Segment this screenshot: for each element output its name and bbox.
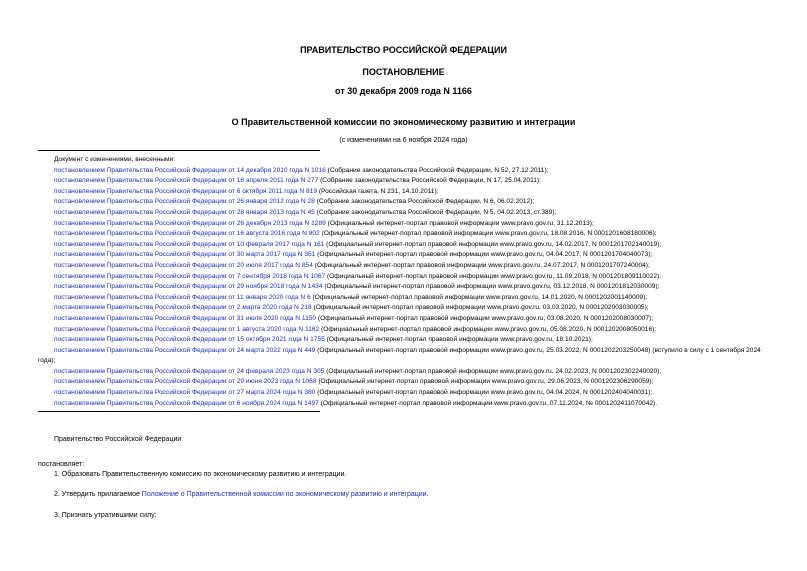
change-link[interactable]: постановлением Правительства Российской Федерации от 31 июля 2020 года N 1150 [54,314,317,322]
change-item [38,272,778,283]
change-item [38,314,778,325]
edition-note: (с изменениями на 6 ноября 2024 года) [339,137,468,144]
change-link[interactable]: постановлением Правительства Российской Федерации от 6 октября 2011 года N 819 [54,187,317,195]
change-item [38,367,778,378]
change-source: (Официальный интернет-портал правовой информации www.pravo.gov.ru, 14.01.2020, N 0001202001140009); [310,293,648,301]
change-source: (Официальный интернет-портал правовой информации www.pravo.gov.ru, 04.04.2024, N 0001202404040031); [315,389,653,397]
change-source: (Официальный интернет-портал правовой информации www.pravo.gov.ru, 24.02.2023, N 0001202302240020); [324,367,662,375]
change-source: (Официальный интернет-портал правовой информации www.pravo.gov.ru, 14.02.2017, N 0001201702140019); [324,240,662,248]
change-item [38,261,778,272]
changes-heading: Документ с изменениями, внесенными: [54,156,176,163]
change-item [38,293,778,304]
change-link[interactable]: постановлением Правительства Российской Федерации от 16 августа 2016 года N 802 [54,230,320,238]
change-source: (Официальный интернет-портал правовой информации www.pravo.gov.ru, 18.08.2016, N 0001201608180006); [319,230,657,238]
change-source: (Собрание законодательства Российской Федерации, N 5, 04.02.2013, ст.389); [314,208,557,216]
change-source: (Собрание законодательства Российской Федерации, N 6, 06.02.2012); [314,198,535,206]
paragraph-1: 1. Образовать Правительственную комиссию по экономическому развитию и интеграции. [54,471,347,478]
change-item [38,388,778,399]
change-link[interactable]: постановлением Правительства Российской Федерации от 15 октября 2021 года N 1755 [54,336,325,344]
change-link[interactable]: постановлением Правительства Российской Федерации от 28 января 2013 года N 45 [54,208,315,216]
change-link[interactable]: постановлением Правительства Российской Федерации от 30 марта 2017 года N 351 [54,251,316,259]
change-source: (Официальный интернет-портал правовой информации www.pravo.gov.ru, 03.08.2020, N 0001202008030007); [316,314,654,322]
change-source: (Официальный интернет-портал правовой информации www.pravo.gov.ru, 18.10.2021); [324,336,593,344]
change-item [38,240,778,251]
paragraph-2-suffix: . [426,491,429,498]
change-source: (Официальный интернет-портал правовой информации www.pravo.gov.ru, 29.06.2023, N 0001202306290059); [316,378,654,386]
change-source: (Официальный интернет-портал правовой информации www.pravo.gov.ru, 11.09.2018, N 0001201809110022); [325,272,662,280]
change-source: (Официальный интернет-портал правовой информации www.pravo.gov.ru, 25.03.2022, N 0001202203250048) (вступило в силу с 1 сентября 2024 года); [38,346,761,365]
change-item [38,229,778,240]
change-source: (Официальный интернет-портал правовой информации www.pravo.gov.ru, 03.03.2020, N 0001202003030005); [311,304,649,312]
change-item [38,303,778,314]
change-source: (Официальный интернет-портал правовой информации www.pravo.gov.ru, 31.12.2013); [325,219,594,227]
change-link[interactable]: постановлением Правительства Российской Федерации от 6 ноября 2024 года N 1497 [54,399,319,407]
top-divider [38,150,320,151]
change-link[interactable]: постановлением Правительства Российской Федерации от 14 декабря 2010 года N 1016 [54,166,326,174]
change-item [38,197,778,208]
change-link[interactable]: постановлением Правительства Российской Федерации от 11 января 2020 года N 6 [54,293,311,301]
bottom-divider [38,411,320,412]
doc-type-heading: ПОСТАНОВЛЕНИЕ [362,67,445,77]
paragraph-2-prefix: 2. Утвердить прилагаемое [54,491,142,498]
change-source: (Собрание законодательства Российской Федерации, N 52, 27.12.2011); [325,166,549,174]
paragraph-3: 3. Признать утратившими силу: [54,512,157,519]
change-link[interactable]: постановлением Правительства Российской Федерации от 2 марта 2020 года N 218 [54,304,312,312]
change-item [38,219,778,230]
change-link[interactable]: постановлением Правительства Российской Федерации от 24 февраля 2023 года N 305 [54,367,325,375]
issuer-line: Правительство Российской Федерации [54,436,182,443]
date-number: от 30 декабря 2009 года N 1166 [335,86,472,96]
change-source: (Российская газета, N 231, 14.10.2011); [317,187,439,195]
change-link[interactable]: постановлением Правительства Российской Федерации от 26 января 2012 года N 28 [54,198,315,206]
change-link[interactable]: постановлением Правительства Российской Федерации от 20 июля 2017 года N 854 [54,261,313,269]
change-source: (Официальный интернет-портал правовой информации www.pravo.gov.ru, 03.12.2018, N 0001201812030009); [322,283,660,291]
change-source: (Официальный интернет-портал правовой информации www.pravo.gov.ru, 07.11.2024, № 0001202411070042). [318,399,658,407]
change-link[interactable]: постановлением Правительства Российской Федерации от 24 марта 2022 года N 449 [54,346,316,354]
change-item [38,346,778,367]
change-link[interactable]: постановлением Правительства Российской Федерации от 1 августа 2020 года N 1162 [54,325,320,333]
change-item [38,208,778,219]
change-source: (Официальный интернет-портал правовой информации www.pravo.gov.ru, 05.08.2020, N 0001202008050016); [319,325,657,333]
change-link[interactable]: постановлением Правительства Российской Федерации от 27 марта 2024 года N 380 [54,389,316,397]
change-source: (Официальный интернет-портал правовой информации www.pravo.gov.ru, 04.04.2017, N 0001201704040073); [315,251,653,259]
government-heading: ПРАВИТЕЛЬСТВО РОССИЙСКОЙ ФЕДЕРАЦИИ [300,45,507,55]
change-link[interactable]: постановлением Правительства Российской Федерации от 10 февраля 2017 года N 161 [54,240,325,248]
regulation-link[interactable]: Положение о Правительственной комиссии по экономическому развитию и интеграции [141,491,427,498]
change-item [38,399,778,410]
change-link[interactable]: постановлением Правительства Российской Федерации от 16 апреля 2011 года N 277 [54,177,319,185]
change-link[interactable]: постановлением Правительства Российской Федерации от 7 сентября 2018 года N 1067 [54,272,326,280]
change-item [38,166,778,177]
change-item [38,325,778,336]
paragraph-2 [38,491,778,498]
change-link[interactable]: постановлением Правительства Российской Федерации от 29 ноября 2018 года N 1434 [54,283,323,291]
change-item [38,250,778,261]
change-link[interactable]: постановлением Правительства Российской Федерации от 26 декабря 2013 года N 1289 [54,219,326,227]
change-source: (Официальный интернет-портал правовой информации www.pravo.gov.ru, 24.07.2017, N 0001201707240004); [312,261,650,269]
changes-items [38,166,778,410]
document-title: О Правительственной комиссии по экономическому развитию и интеграции [231,117,576,127]
change-item [38,282,778,293]
change-item [38,335,778,346]
changes-list [38,155,778,409]
change-item [38,377,778,388]
change-source: (Собрание законодательства Российской Федерации, N 17, 25.04.2011); [318,177,541,185]
change-link[interactable]: постановлением Правительства Российской Федерации от 29 июня 2023 года N 1068 [54,378,317,386]
change-item [38,176,778,187]
change-item [38,187,778,198]
decrees-line: постановляет: [38,461,85,468]
